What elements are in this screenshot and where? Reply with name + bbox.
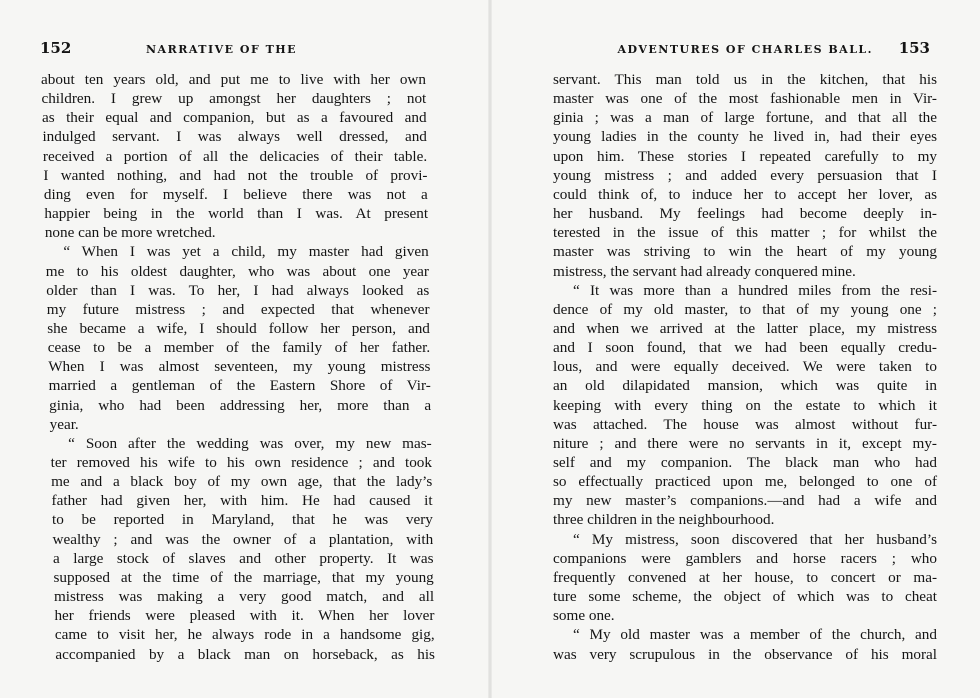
text-line: was very scrupulous in the observance of his moral <box>553 645 937 663</box>
text-line: received a portion of all the delicacies of their table. <box>42 147 428 165</box>
text-line: so effectually practiced upon me, belonged to one of <box>553 473 937 491</box>
text-line: wealthy ; and was the owner of a plantation, with <box>52 530 434 548</box>
text-line: her friends were pleased with it. When her lover <box>54 607 435 625</box>
text-line: none can be more wretched. <box>44 224 216 242</box>
text-line: upon him. These stories I repeated carefully to my <box>553 147 937 165</box>
text-line: her husband. My feelings had become deeply in- <box>553 205 937 223</box>
text-line: and when we arrived at the latter place, my mistress <box>553 319 937 337</box>
text-line: frequently convened at her house, to concert or ma- <box>553 568 937 586</box>
text-line: keeping with every thing on the estate to which it <box>553 396 937 414</box>
text-line: ding even for myself. I believe there was not a <box>43 185 428 203</box>
text-line: mistress, the servant had already conquered mine. <box>553 262 856 280</box>
text-line: companions were gamblers and horse racers ; who <box>553 549 937 567</box>
text-line: accompanied by a black man on horseback, as his <box>55 645 435 663</box>
text-line: servant. This man told us in the kitchen, that his <box>553 71 937 88</box>
text-line: year. <box>49 415 79 433</box>
text-line: indulged servant. I was always well dressed, and <box>42 128 427 146</box>
text-line: as their equal and companion, but as a favoured and <box>41 109 427 127</box>
text-line: “ Soon after the wedding was over, my new mas- <box>68 434 432 452</box>
text-line: father had given her, with him. He had caused it <box>51 492 433 510</box>
text-line: “ When I was yet a child, my master had given <box>63 243 429 261</box>
text-line: “ It was more than a hundred miles from the resi- <box>573 281 937 299</box>
text-line: cease to be a member of the family of her father. <box>47 339 431 357</box>
text-line: married a gentleman of the Eastern Shore of Vir- <box>48 377 431 395</box>
text-line: could think of, to induce her to accept her lover, as <box>553 185 937 203</box>
text-line: supposed at the time of the marriage, that my young <box>53 568 434 586</box>
text-line: young mistress ; and added every persuasion that I <box>553 166 937 184</box>
text-line: me and a black boy of my own age, that the lady’s <box>51 473 433 491</box>
text-line: ginia, who had been addressing her, more than a <box>49 396 432 414</box>
text-line: my future mistress ; and expected that whenever <box>46 300 430 318</box>
text-line: she became a wife, I should follow her person, and <box>47 319 430 337</box>
text-line: dence of my old master, to that of my young one ; <box>553 300 937 318</box>
text-line: young ladies in the county he lived in, had their eyes <box>553 128 937 146</box>
text-line: was attached. The house was almost without fur- <box>553 415 937 433</box>
text-line: an old dilapidated mansion, which was quite in <box>553 377 937 395</box>
text-line: terested in the issue of this matter ; for whilst the <box>553 224 937 242</box>
text-line: master was striving to win the heart of my young <box>553 243 937 261</box>
text-line: ter removed his wife to his own residence ; and took <box>50 454 432 471</box>
running-title-right: ADVENTURES OF CHARLES BALL. <box>617 43 873 56</box>
running-title-left: NARRATIVE OF THE <box>146 43 298 56</box>
text-line: happier being in the world than I was. At present <box>44 205 429 223</box>
text-line: children. I grew up amongst her daughters ; not <box>41 90 427 108</box>
text-line: ture some scheme, the object of which was to cheat <box>553 588 937 606</box>
text-line: mistress was making a very good match, and all <box>53 588 435 606</box>
text-line: a large stock of slaves and other property. It was <box>53 549 434 567</box>
text-line: my new master’s companions.—and had a wife and <box>553 492 937 510</box>
page-number-right: 153 <box>898 39 930 57</box>
text-line: me to his oldest daughter, who was about one year <box>45 262 429 280</box>
text-line: ginia ; was a man of large fortune, and that all the <box>553 109 937 127</box>
right-page <box>490 0 980 698</box>
text-line: master was one of the most fashionable men in Vir- <box>553 90 937 108</box>
text-line: lous, and were equally deceived. We were taken to <box>553 358 937 376</box>
text-line: I wanted nothing, and had not the trouble of provi- <box>43 166 428 184</box>
text-line: niture ; and there were no servants in it, except my- <box>553 434 937 452</box>
text-line: “ My mistress, soon discovered that her husband’s <box>573 530 937 548</box>
text-line: self and my companion. The black man who had <box>553 454 937 471</box>
page-number-left: 152 <box>40 39 72 57</box>
text-line: about ten years old, and put me to live with her own <box>41 71 426 88</box>
text-line: When I was almost seventeen, my young mistress <box>48 358 431 376</box>
text-line: older than I was. To her, I had always looked as <box>46 281 430 299</box>
text-line: came to visit her, he always rode in a handsome gig, <box>54 626 435 644</box>
text-line: to be reported in Maryland, that he was very <box>52 511 433 529</box>
right-page-text <box>490 0 980 698</box>
text-line: “ My old master was a member of the church, and <box>573 626 937 644</box>
text-line: and I soon found, that we had been equally credu- <box>553 339 937 357</box>
text-line: some one. <box>553 607 615 625</box>
text-line: three children in the neighbourhood. <box>553 511 775 529</box>
